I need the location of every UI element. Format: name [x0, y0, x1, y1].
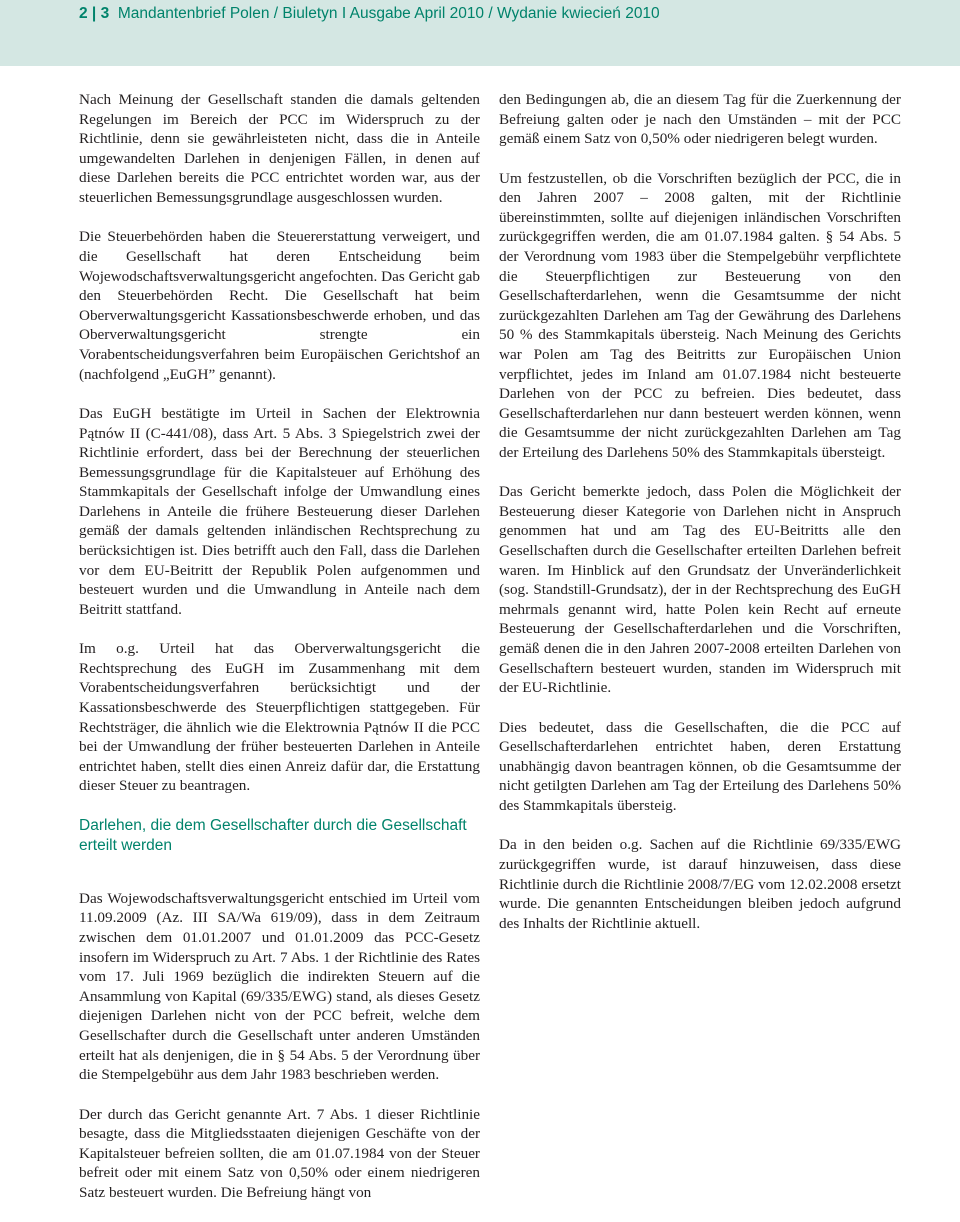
paragraph: Der durch das Gericht genannte Art. 7 Abs. 1 dieser Richtlinie besagte, dass die Mitgliedsstaaten diejenigen Geschäfte von der Kapitalsteuer befreien sollten, die am 01.07.1984 von der Steuer befreit oder mit einem Satz von 0,50% oder einem niedrigeren Satz besteuert wurden. Die Befreiung hängt von — [79, 1105, 480, 1201]
paragraph: Das EuGH bestätigte im Urteil in Sachen der Elektrownia Pątnów II (C-441/08), dass Art. 5 Abs. 3 Spiegelstrich zwei der Richtlinie erfordert, dass bei der Berechnung der steuerlichen Bemessungsgrundlage für die Kapitalsteuer auf Erhöhung des Stammkapitals der Gesellschaft infolge der Umwandlung eines Darlehens in Anteile die frühere Besteuerung dieser Darlehen gemäß der damals geltenden inländischen Rechtsprechung zu berücksichtigen ist. Dies betrifft auch den Fall, dass die Darlehen vor dem EU-Beitritt der Republik Polen aufgenommen und besteuert wurden und die Umwandlung in Anteile nach dem Beitritt stattfand. — [79, 404, 480, 618]
paragraph: Um festzustellen, ob die Vorschriften bezüglich der PCC, die in den Jahren 2007 – 2008 galten, mit der Richtlinie übereinstimmten, sollte auf diejenigen inländischen Vorschriften zurückgegriffen werden, die am 01.07.1984 galten. § 54 Abs. 5 der Verordnung vom 1983 über die Stempelgebühr verpflichtete die Steuerpflichtigen zur Besteuerung von den Gesellschafterdarlehen, wenn die Gesamtsumme der nicht zurückgezahlten Darlehen am Tag der Gewährung des Darlehens 50 % des Stammkapitals übersteig. Nach Meinung des Gerichts war Polen am Tag des Beitritts zur Europäischen Union verpflichtet, jedes im Inland am 01.07.1984 nicht besteuerte Darlehen von der PCC zu befreien. Dies bedeutet, dass Gesellschafterdarlehen nur dann besteuert werden können, wenn die Gesamtsumme der nicht zurückgezahlten Darlehen am Tag der Erteilung des Darlehens 50% des Stammkapitals übersteigt. — [499, 169, 901, 461]
paragraph: Da in den beiden o.g. Sachen auf die Richtlinie 69/335/EWG zurückgegriffen wurde, ist darauf hinzuweisen, dass diese Richtlinie durch die Richtlinie 2008/7/EG vom 12.02.2008 ersetzt wurde. Die genannten Entscheidungen bleiben jedoch aufgrund des Inhalts der Richtlinie aktuell. — [499, 836, 901, 932]
page-number: 2 | 3 — [79, 5, 110, 22]
paragraph: Dies bedeutet, dass die Gesellschaften, die die PCC auf Gesellschafterdarlehen entrichtet haben, deren Erstattung unabhängig davon beantragen können, ob die Gesamtsumme der nicht getilgten Darlehen am Tag der Erteilung des Darlehens 50% des Stammkapitals übersteig. — [499, 718, 901, 814]
paragraph: Das Gericht bemerkte jedoch, dass Polen die Möglichkeit der Besteuerung dieser Kategorie von Darlehen nicht in Anspruch genommen hat und am Tag des EU-Beitritts alle den Gesellschaften durch die Gesellschafter erteilten Darlehen befreit waren. Im Hinblick auf den Grundsatz der Unveränderlichkeit (sog. Standstill-Grundsatz), der in der Rechtsprechung des EuGH mehrmals genannt wird, hatte Polen kein Recht auf erneute Besteuerung der Gesellschafterdarlehen und die Vorschriften, gemäß denen die in den Jahren 2007-2008 erteilten Darlehen von Gesellschaftern besteuert wurden, standen im Widerspruch mit der EU-Richtlinie. — [499, 483, 901, 697]
right-column — [499, 90, 901, 953]
paragraph: den Bedingungen ab, die an diesem Tag für die Zuerkennung der Befreiung galten oder je nach den Umständen – mit der PCC gemäß einem Satz von 0,50% oder niedrigeren belegt wurden. — [499, 91, 901, 148]
publication-title: Mandantenbrief Polen / Biuletyn I Ausgabe April 2010 / Wydanie kwiecień 2010 — [117, 5, 660, 22]
paragraph: Die Steuerbehörden haben die Steuererstattung verweigert, und die Gesellschaft hat deren Entscheidung beim Wojewodschaftsverwaltungsgericht angefochten. Das Gericht gab den Steuerbehörden Recht. Die Gesellschaft hat beim Oberverwaltungsgericht Kassationsbeschwerde erhoben, und das Oberverwaltungsgericht strengte ein Vorabentscheidungsverfahren beim Europäischen Gerichtshof an (nachfolgend „EuGH” genannt). — [79, 228, 480, 383]
page-header — [0, 0, 960, 66]
paragraph: Im o.g. Urteil hat das Oberverwaltungsgericht die Rechtsprechung des EuGH im Zusammenhang mit dem Vorabentscheidungsverfahren berücksichtigt und der Kassationsbeschwerde des Steuerpflichtigen stattgegeben. Für Rechtsträger, die ähnlich wie die Elektrownia Pątnów II die PCC bei der Umwandlung der früher besteuerten Darlehen in Anteile entrichtet haben, stellt dies einen Anreiz dafür dar, die Erstattung dieser Steuer zu beantragen. — [79, 640, 480, 795]
left-column — [79, 90, 480, 1222]
header-line — [79, 4, 660, 24]
section-heading: Darlehen, die dem Gesellschafter durch die Gesellschaft erteilt werden — [79, 816, 467, 855]
paragraph: Das Wojewodschaftsverwaltungsgericht entschied im Urteil vom 11.09.2009 (Az. III SA/Wa 619/09), dass in dem Zeitraum zwischen dem 01.01.2007 und 01.01.2009 das PCC-Gesetz insofern im Widerspruch zu Art. 7 Abs. 1 der Richtlinie des Rates vom 17. Juli 1969 bezüglich die indirekten Steuern auf die Ansammlung von Kapital (69/335/EWG) stand, als dieses Gesetz diejenigen Darlehen nicht von der PCC befreit, welche dem Gesellschafter durch die Gesellschaft unter anderen Umständen erteilt hat als denjenigen, die in § 54 Abs. 5 der Verordnung über die Stempelgebühr aus dem Jahr 1983 beschrieben werden. — [79, 889, 480, 1084]
paragraph: Nach Meinung der Gesellschaft standen die damals geltenden Regelungen im Bereich der PCC im Widerspruch zu der Richtlinie, denn sie gewährleisteten nicht, dass die in Anteile umgewandelten Darlehen in denjenigen Fällen, in denen auf diese Darlehen bereits die PCC entrichtet worden war, aus der steuerlichen Bemessungsgrundlage ausgeschlossen wurden. — [79, 91, 480, 206]
